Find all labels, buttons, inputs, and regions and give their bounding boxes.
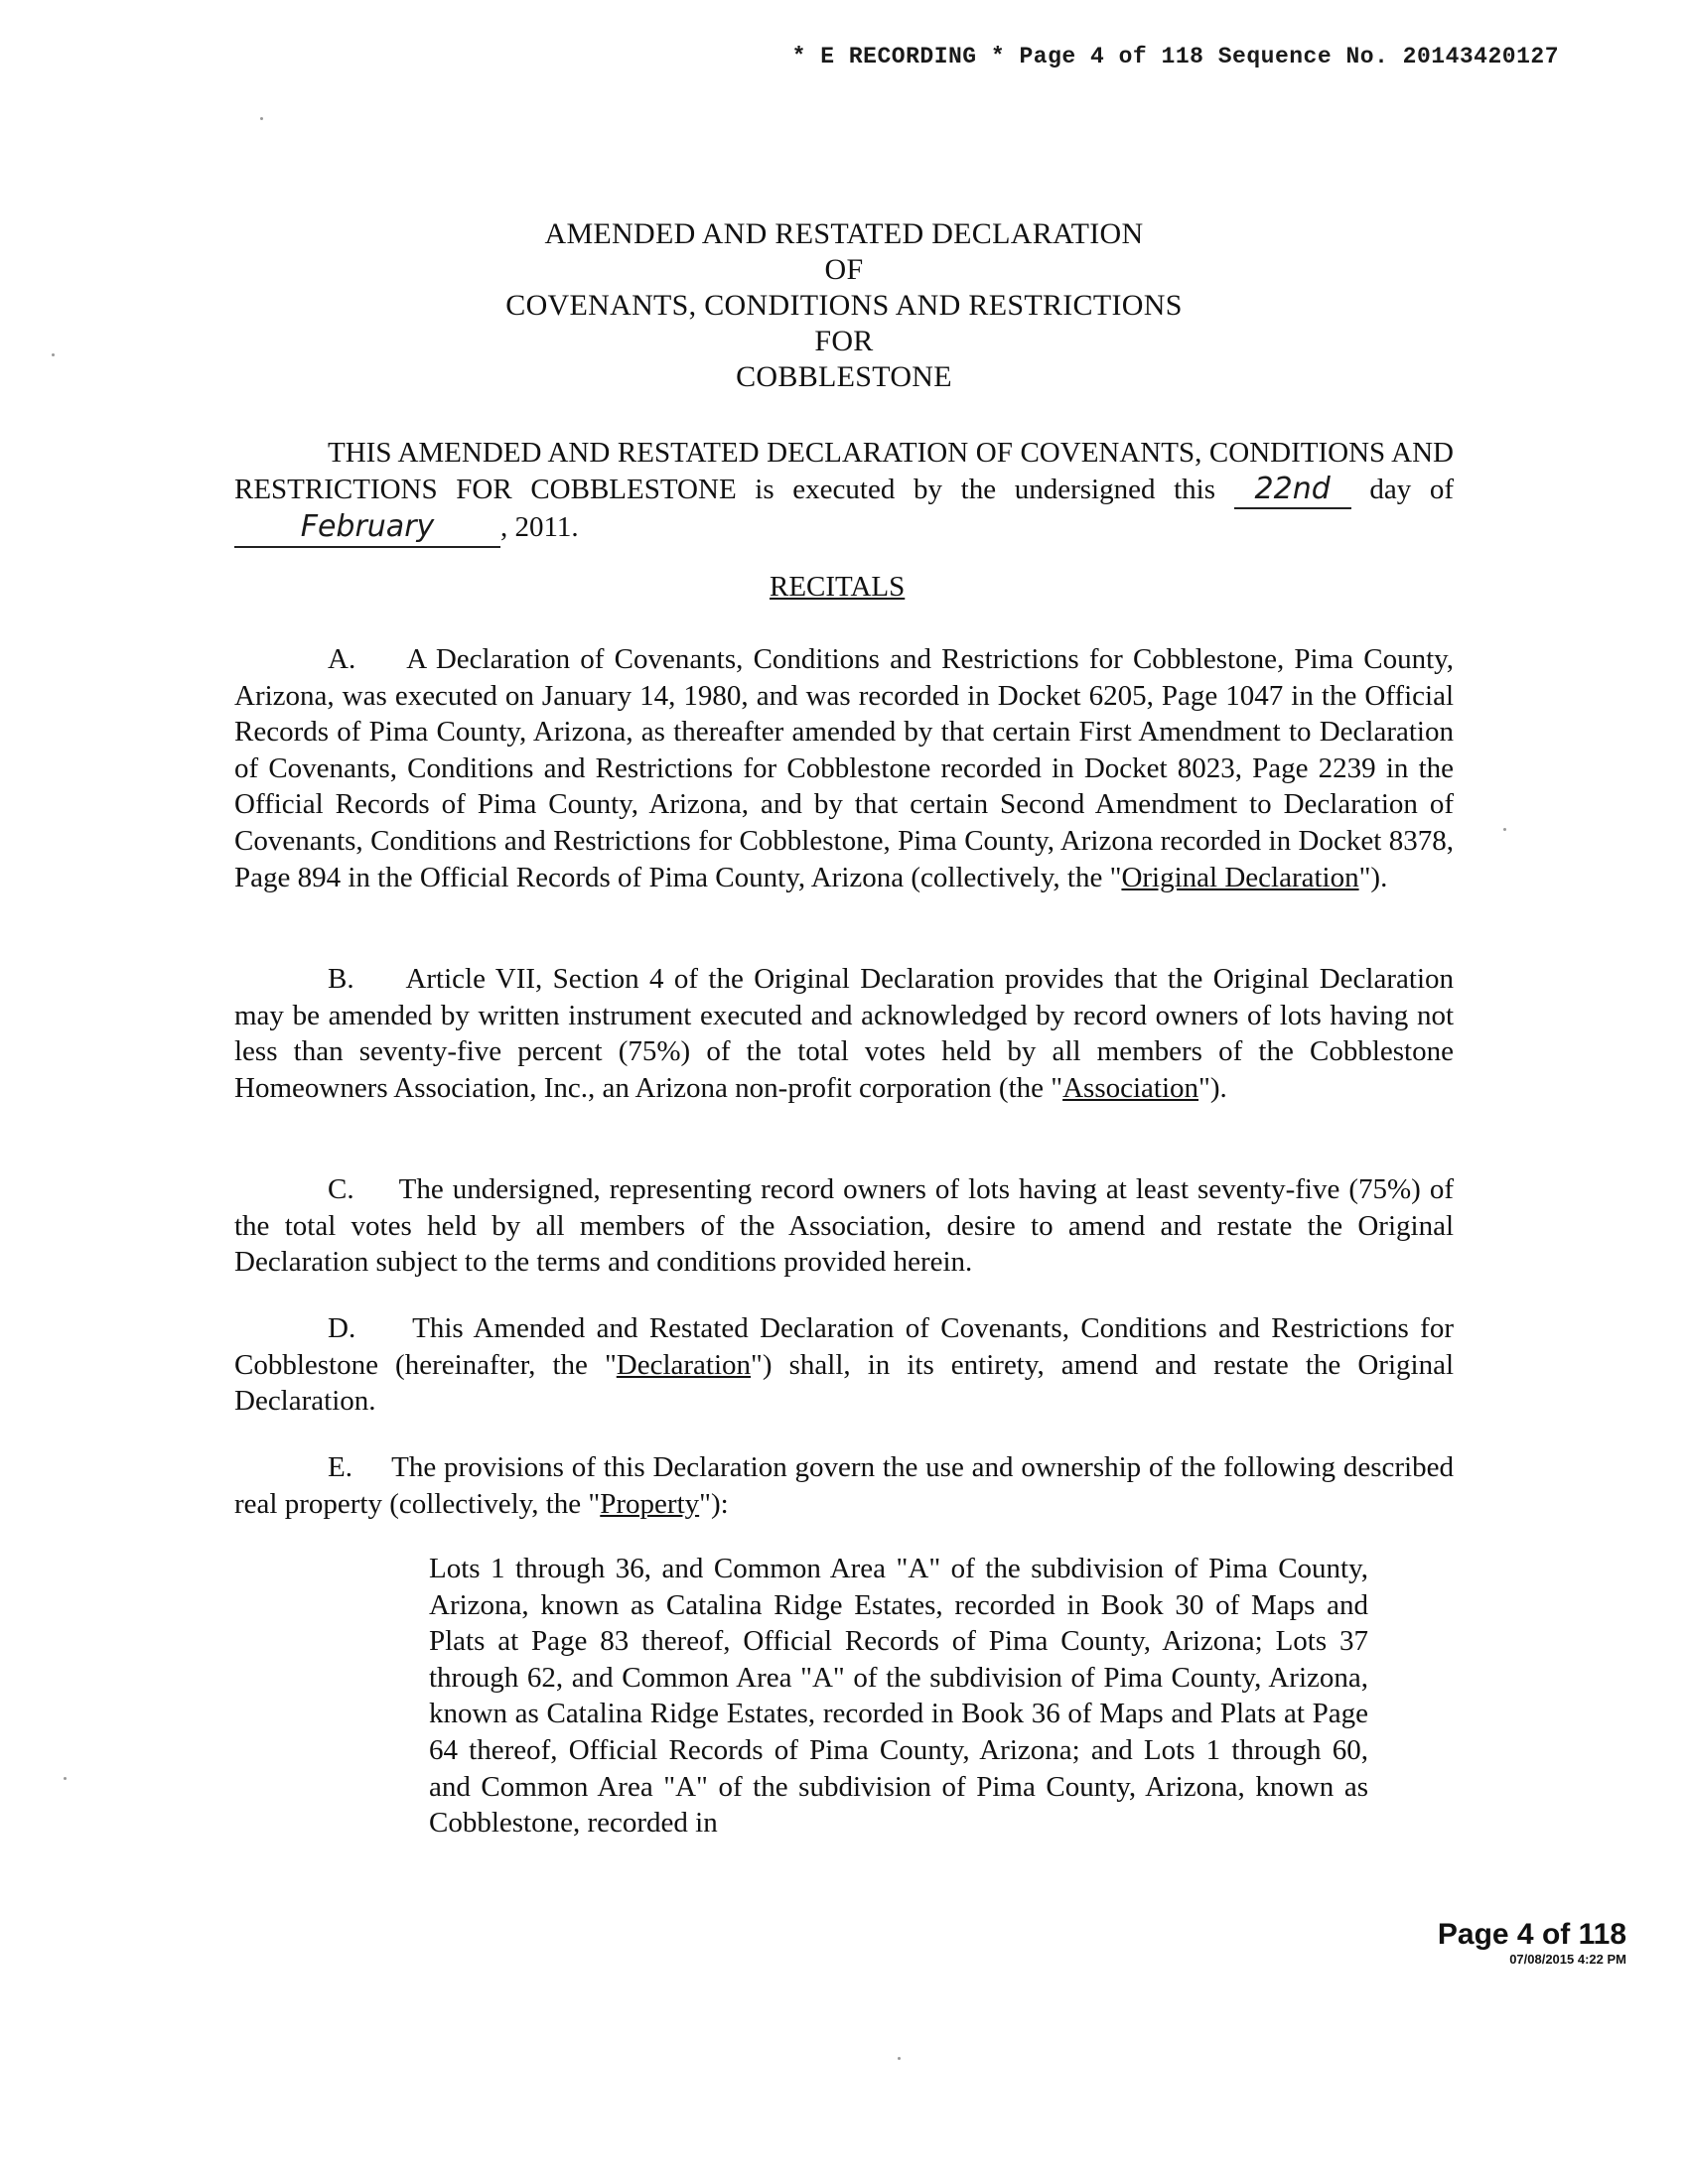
title-line-2: OF [824,253,864,286]
recital-a-term: Original Declaration [1121,861,1359,893]
recital-b-text: Article VII, Section 4 of the Original Declaration provides that the Original Declaration may be amended by written instrument executed and acknowledged by record owners of lots having not less than seventy-five percent (75%) of the total votes held by all members of the Cobblestone Homeowners Association, Inc., an Arizona non-profit corporation (the " [234,963,1454,1104]
scan-speck [64,1777,67,1780]
handwritten-month: February [234,509,500,548]
recital-a-label: A. [328,643,356,675]
recital-e [234,1449,1454,1522]
intro-year: , 2011. [500,511,579,544]
scan-speck [898,2057,901,2060]
page-footer [1438,1918,1626,1968]
title-line-4: FOR [814,325,874,357]
recital-e-label: E. [328,1451,352,1483]
recital-d-label: D. [328,1312,356,1344]
recital-d [234,1310,1454,1420]
property-legal-description: Lots 1 through 36, and Common Area "A" of the subdivision of Pima County, Arizona, known as Catalina Ridge Estates, recorded in Book 30 of Maps and Plats at Page 83 thereof, Official Records of Pima County, Arizona; Lots 37 through 62, and Common Area "A" of the subdivision of Pima County, Arizona, known as Catalina Ridge Estates, recorded in Book 36 of Maps and Plats at Page 64 thereof, Official Records of Pima County, Arizona; and Lots 1 through 60, and Common Area "A" of the subdivision of Pima County, Arizona, known as Cobblestone, recorded in [429,1553,1368,1840]
document-title [0,216,1688,395]
recital-b-end: "). [1198,1071,1227,1104]
title-line-3: COVENANTS, CONDITIONS AND RESTRICTIONS [505,289,1183,322]
recital-c [234,1171,1454,1281]
recital-b-term: Association [1062,1071,1199,1104]
scan-speck [52,353,55,356]
intro-text: THIS AMENDED AND RESTATED DECLARATION OF COVENANTS, CONDITIONS AND RESTRICTIONS FOR COBBLESTONE is executed by the undersigned this [234,437,1454,505]
title-line-5: COBBLESTONE [736,360,952,393]
recital-e-term: Property [600,1487,700,1520]
recital-e-text: The provisions of this Declaration govern the use and ownership of the following described real property (collectively, the " [234,1451,1454,1520]
recital-b-label: B. [328,963,354,995]
intro-paragraph [234,435,1454,548]
recital-d-text: This Amended and Restated Declaration of Covenants, Conditions and Restrictions for Cobblestone (hereinafter, the " [234,1312,1454,1381]
recording-stamp: * E RECORDING * Page 4 of 118 Sequence No. 20143420127 [791,44,1559,69]
recital-b [234,961,1454,1106]
recital-a-end: "). [1358,861,1388,893]
intro-day-of: day of [1369,473,1455,505]
recital-d-end: ") shall, in its entirety, amend and restate the Original Declaration. [234,1348,1454,1418]
scan-speck [1503,828,1506,831]
recital-c-text: The undersigned, representing record owners of lots having at least seventy-five (75%) of the total votes held by all members of the Association, desire to amend and restate the Original Declaration subject to the terms and conditions provided herein. [234,1173,1454,1279]
recitals-heading: RECITALS [770,571,906,603]
footer-page-number: Page 4 of 118 [1437,1918,1626,1951]
scan-speck [260,117,263,120]
recital-d-term: Declaration [616,1348,752,1381]
recital-c-label: C. [328,1173,354,1205]
recital-a [234,641,1454,895]
footer-timestamp: 07/08/2015 4:22 PM [1509,1952,1626,1967]
handwritten-day: 22nd [1234,472,1351,510]
title-line-1: AMENDED AND RESTATED DECLARATION [544,217,1144,250]
recital-e-end: "): [699,1487,729,1520]
recital-a-text: A Declaration of Covenants, Conditions and Restrictions for Cobblestone, Pima County, Arizona, was executed on January 14, 1980, and was recorded in Docket 6205, Page 1047 in the Official Records of Pima County, Arizona, as thereafter amended by that certain First Amendment to Declaration of Covenants, Conditions and Restrictions for Cobblestone recorded in Docket 8023, Page 2239 in the Official Records of Pima County, Arizona, and by that certain Second Amendment to Declaration of Covenants, Conditions and Restrictions for Cobblestone, Pima County, Arizona recorded in Docket 8378, Page 894 in the Official Records of Pima County, Arizona (collectively, the " [234,643,1454,893]
